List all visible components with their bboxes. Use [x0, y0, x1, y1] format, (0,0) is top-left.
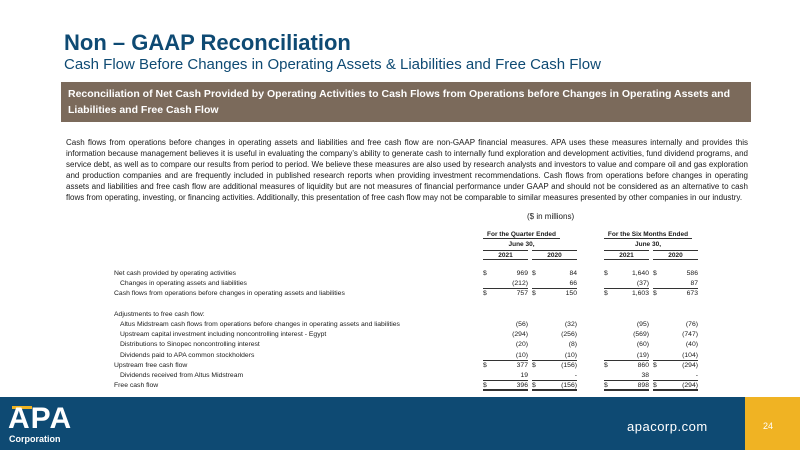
row-value-cell [653, 340, 698, 350]
table-row [114, 361, 698, 371]
dollar-sign: $ [604, 270, 608, 277]
row-value-cell [653, 279, 698, 289]
row-value: (104) [682, 351, 698, 359]
table-row [114, 371, 698, 381]
row-value-cell [604, 320, 649, 330]
dollar-sign: $ [653, 361, 657, 369]
table-row [114, 279, 698, 289]
row-value: (60) [636, 341, 649, 349]
dollar-sign: $ [653, 270, 657, 277]
row-value-cell [604, 371, 649, 381]
row-label: Dividends paid to APA common stockholders [120, 351, 255, 359]
row-value: (294) [682, 361, 698, 369]
row-value-cell [483, 300, 528, 310]
row-value-cell [604, 310, 649, 320]
row-value: (19) [636, 351, 649, 359]
dollar-sign: $ [532, 290, 536, 298]
row-value-cell [604, 300, 649, 310]
row-value: (747) [682, 331, 698, 339]
header-six-months-date: June 30, [634, 241, 661, 248]
table-row [114, 320, 698, 330]
row-value-cell [532, 289, 577, 299]
row-label: Adjustments to free cash flow: [114, 310, 205, 318]
row-value-cell [532, 279, 577, 289]
reconciliation-table [114, 269, 698, 391]
row-value: 673 [686, 290, 698, 298]
row-label: Free cash flow [114, 382, 159, 390]
row-value-cell [483, 371, 528, 381]
dollar-sign: $ [653, 382, 657, 390]
row-value: 377 [516, 361, 528, 369]
year-col-2: 2020 [532, 250, 577, 260]
row-value-cell [483, 289, 528, 299]
row-label: Upstream capital investment including noncontrolling interest - Egypt [120, 331, 327, 339]
header-quarter-date: June 30, [508, 241, 535, 248]
row-value: 38 [641, 371, 649, 379]
row-value: 757 [516, 290, 528, 298]
table-row [114, 330, 698, 340]
row-value-cell [532, 351, 577, 361]
row-value: (37) [636, 280, 649, 288]
header-six-months-label: For the Six Months Ended [607, 231, 689, 238]
row-value: (212) [512, 280, 528, 288]
company-logo: APA [8, 402, 73, 435]
dollar-sign: $ [604, 361, 608, 369]
year-col-4: 2020 [653, 250, 698, 260]
section-banner: Reconciliation of Net Cash Provided by Operating Activities to Cash Flows from Operations before Changes in Operating Assets and Liabilities and Free Cash Flow [61, 82, 751, 122]
row-value-cell [653, 269, 698, 279]
row-value-cell [532, 330, 577, 340]
row-value-cell [532, 310, 577, 320]
dollar-sign: $ [532, 270, 536, 277]
row-value: (76) [685, 320, 698, 328]
company-logo-subtext: Corporation [9, 434, 61, 444]
row-value: 396 [516, 382, 528, 390]
row-value-cell [604, 351, 649, 361]
row-label: Distributions to Sinopec noncontrolling interest [120, 341, 260, 349]
table-row [114, 289, 698, 299]
description-paragraph: Cash flows from operations before changes in operating assets and liabilities and free cash flow are non-GAAP financial measures. APA uses these measures internally and provides this information because management believes it is useful in evaluating the company’s ability to generate cash to internally fund exploration and development activities, fund dividend programs, and service debt, as well as to compare our results from period to period. We believe these measures are also used by research analysts and investors to value and compare oil and gas exploration and production companies and are frequently included in published research reports when providing investment recommendations. Cash flows from operations before changes in operating assets and liabilities and free cash flow are additional measures of liquidity but are not measures of financial performance under GAAP and should not be considered as an alternative to cash flows from operating, investing, or financing activities. Additionally, this presentation of free cash flow may not be comparable to similar measures presented by other companies in our industry. [66, 138, 748, 202]
row-value: (20) [515, 341, 528, 349]
dollar-sign: $ [604, 290, 608, 298]
row-value-cell [604, 381, 649, 391]
row-value-cell [483, 361, 528, 371]
row-value: (569) [633, 331, 649, 339]
row-value-cell [653, 361, 698, 371]
row-value-cell [532, 269, 577, 279]
website-link[interactable]: apacorp.com [627, 419, 708, 434]
dollar-sign: $ [604, 382, 608, 390]
row-value: (294) [682, 382, 698, 390]
row-value: 87 [690, 280, 698, 288]
row-value-cell [653, 381, 698, 391]
row-value: (10) [564, 351, 577, 359]
row-value-cell [483, 351, 528, 361]
row-value-cell [483, 310, 528, 320]
row-label: Upstream free cash flow [114, 361, 188, 369]
row-value-cell [532, 300, 577, 310]
row-value: 84 [569, 270, 577, 277]
table-row [114, 381, 698, 391]
row-value-cell [532, 320, 577, 330]
row-value-cell [653, 330, 698, 340]
row-value-cell [483, 269, 528, 279]
dollar-sign: $ [483, 290, 487, 298]
dollar-sign: $ [483, 270, 487, 277]
page-number: 24 [763, 421, 774, 431]
row-value: 1,640 [631, 270, 649, 277]
row-value: 898 [637, 382, 649, 390]
units-note: ($ in millions) [527, 212, 575, 221]
table-row [114, 269, 698, 279]
row-value-cell [532, 371, 577, 381]
row-value: 150 [565, 290, 577, 298]
row-value: 1,603 [631, 290, 649, 298]
header-quarter-label: For the Quarter Ended [487, 231, 556, 238]
row-value: - [574, 371, 577, 379]
table-row [114, 310, 694, 320]
row-value-cell [604, 330, 649, 340]
row-value: 66 [569, 280, 577, 288]
row-value: (156) [561, 382, 577, 390]
row-value-cell [604, 289, 649, 299]
row-value: (156) [561, 361, 577, 369]
row-value: (56) [515, 320, 528, 328]
row-value: (95) [636, 320, 649, 328]
row-value: (40) [685, 341, 698, 349]
row-value-cell [604, 279, 649, 289]
row-value-cell [653, 320, 698, 330]
page-title: Non – GAAP Reconciliation [64, 30, 351, 55]
row-value: - [695, 371, 698, 379]
row-label: Dividends received from Altus Midstream [120, 371, 244, 379]
row-label: Cash flows from operations before changes in operating assets and liabilities [114, 290, 345, 298]
dollar-sign: $ [483, 361, 487, 369]
row-value-cell [483, 381, 528, 391]
page-subtitle: Cash Flow Before Changes in Operating Assets & Liabilities and Free Cash Flow [64, 56, 601, 73]
row-value-cell [483, 320, 528, 330]
row-label: Changes in operating assets and liabilities [120, 280, 247, 288]
row-value: 586 [686, 270, 698, 277]
dollar-sign: $ [532, 361, 536, 369]
row-value: (10) [515, 351, 528, 359]
row-label: Altus Midstream cash flows from operations before changes in operating assets and liabilities [120, 320, 400, 328]
row-value-cell [653, 351, 698, 361]
year-col-3: 2021 [604, 250, 649, 260]
row-value-cell [604, 340, 649, 350]
row-value-cell [604, 361, 649, 371]
header-quarter [483, 230, 560, 239]
row-value-cell [532, 381, 577, 391]
row-value-cell [532, 361, 577, 371]
row-value: (32) [564, 320, 577, 328]
header-six-months [604, 230, 692, 239]
row-value-cell [483, 330, 528, 340]
row-value: (256) [561, 331, 577, 339]
table-row [114, 351, 698, 361]
row-value-cell [532, 340, 577, 350]
row-value-cell [653, 300, 698, 310]
dollar-sign: $ [532, 382, 536, 390]
row-value-cell [483, 279, 528, 289]
row-value-cell [653, 289, 698, 299]
table-row [114, 300, 694, 310]
row-value-cell [604, 269, 649, 279]
dollar-sign: $ [653, 290, 657, 298]
row-value-cell [653, 310, 698, 320]
row-value: (294) [512, 331, 528, 339]
row-value: 860 [637, 361, 649, 369]
dollar-sign: $ [483, 382, 487, 390]
row-value: 969 [516, 270, 528, 277]
table-row [114, 340, 698, 350]
year-col-1: 2021 [483, 250, 528, 260]
row-value: 19 [520, 371, 528, 379]
row-label: Net cash provided by operating activities [114, 270, 237, 277]
row-value-cell [653, 371, 698, 381]
row-value-cell [483, 340, 528, 350]
row-value: (8) [568, 341, 577, 349]
